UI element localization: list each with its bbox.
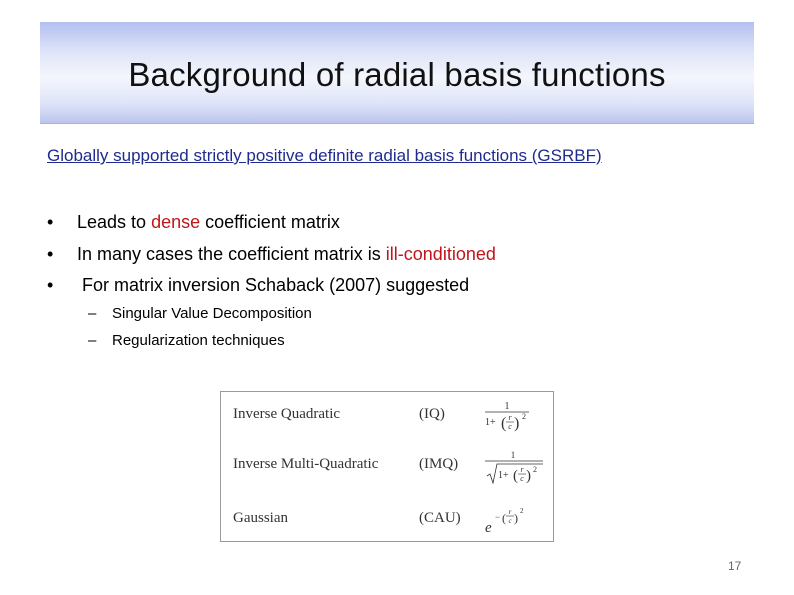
fraction-top: r xyxy=(508,413,512,422)
formula-numerator: 1 xyxy=(510,450,516,460)
formula-power: 2 xyxy=(522,412,526,421)
bullet-item xyxy=(47,207,496,239)
formula-denominator-lead: 1+ xyxy=(498,470,509,481)
paren-left: ( xyxy=(513,468,518,484)
formula-expression-imq xyxy=(485,450,545,486)
title-bar xyxy=(40,22,754,124)
sub-bullet-text: Regularization techniques xyxy=(112,332,285,349)
bullet-text: For matrix inversion Schaback (2007) suggested xyxy=(77,275,470,295)
bullet-item xyxy=(47,239,496,271)
dash-icon: – xyxy=(88,305,97,322)
sub-bullet-item xyxy=(88,300,312,327)
bullet-highlight: dense xyxy=(151,212,201,232)
fraction-bottom: c xyxy=(508,422,512,431)
paren-right: ) xyxy=(514,511,518,525)
formula-name: Inverse Multi-Quadratic xyxy=(233,456,379,472)
dash-icon: – xyxy=(88,332,97,349)
slide-title: Background of radial basis functions xyxy=(128,56,666,93)
sub-bullet-list xyxy=(88,300,312,354)
bullet-list xyxy=(47,207,496,302)
formula-row-gaussian xyxy=(233,502,543,538)
formula-name: Inverse Quadratic xyxy=(233,406,341,422)
formula-abbreviation: (IQ) xyxy=(419,406,445,422)
formula-power: 2 xyxy=(533,465,537,474)
bullet-item xyxy=(47,270,496,302)
formula-row-imq xyxy=(233,448,543,484)
bullet-text: In many cases the coefficient matrix is xyxy=(77,243,386,264)
formula-power: 2 xyxy=(520,507,524,515)
formula-expression-gaussian xyxy=(485,502,545,538)
formula-row-iq xyxy=(233,398,543,434)
bullet-highlight: ill-conditioned xyxy=(385,243,496,264)
bullet-icon: • xyxy=(47,212,54,232)
formula-minus: − xyxy=(495,512,501,522)
bullet-text: Leads to xyxy=(77,212,152,232)
bullet-icon: • xyxy=(47,243,54,264)
fraction-bottom: c xyxy=(520,474,524,483)
sub-bullet-text: Singular Value Decomposition xyxy=(112,305,312,322)
bullet-text-tail: coefficient matrix xyxy=(200,212,340,232)
formula-name: Gaussian xyxy=(233,510,288,526)
formula-expression-iq xyxy=(485,398,545,434)
paren-right: ) xyxy=(526,468,531,484)
formula-abbreviation: (IMQ) xyxy=(419,456,459,472)
formula-abbreviation: (CAU) xyxy=(419,510,461,526)
formula-denominator-lead: 1+ xyxy=(485,417,496,428)
formula-table xyxy=(220,391,554,542)
fraction-top: r xyxy=(508,508,512,516)
paren-right: ) xyxy=(514,415,520,432)
formula-numerator: 1 xyxy=(504,401,510,412)
formula-base: e xyxy=(485,520,492,536)
fraction-top: r xyxy=(520,465,524,474)
bullet-icon: • xyxy=(47,275,54,295)
section-heading: Globally supported strictly positive definite radial basis functions (GSRBF) xyxy=(47,146,602,165)
paren-left: ( xyxy=(501,415,507,432)
sub-bullet-item xyxy=(88,327,312,354)
fraction-bottom: c xyxy=(508,517,512,525)
paren-left: ( xyxy=(502,511,506,525)
page-number: 17 xyxy=(728,559,742,573)
